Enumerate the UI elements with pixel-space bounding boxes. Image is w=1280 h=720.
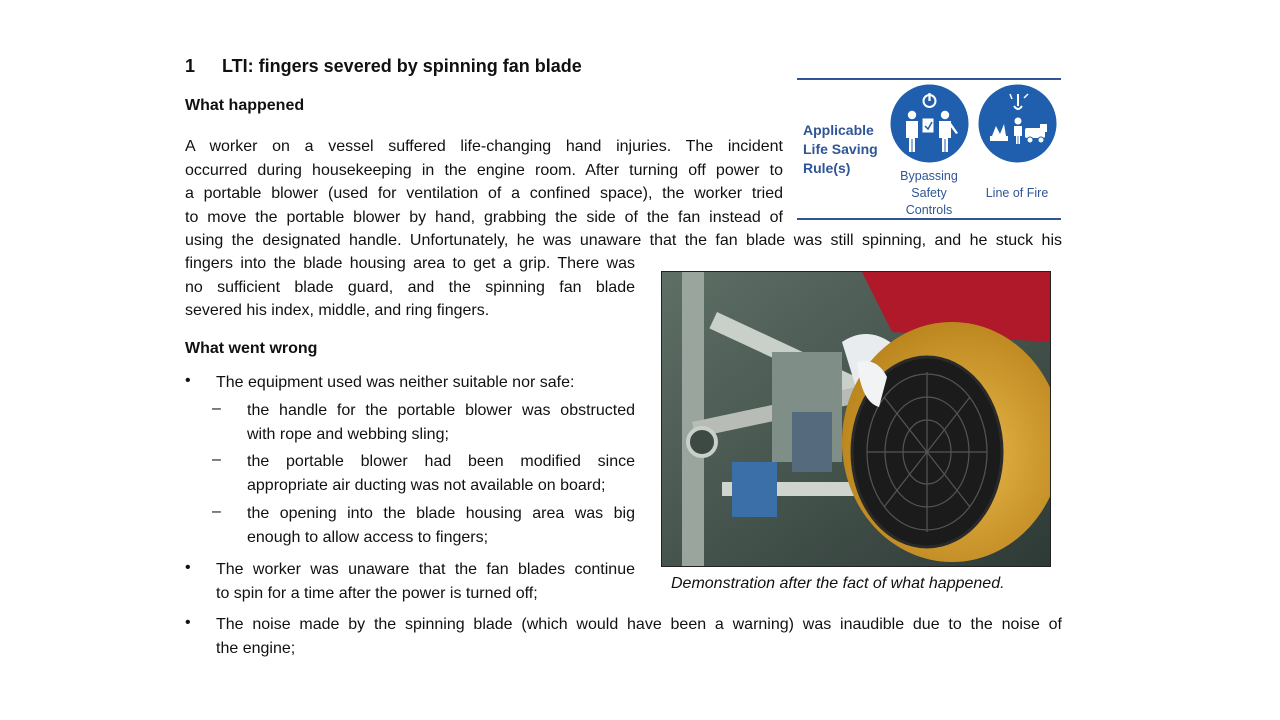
paragraph-line: a portable blower (used for ventilation of a confined space), the worker tried	[185, 185, 783, 202]
bullet-symbol: •	[185, 372, 191, 389]
bullet-item: The noise made by the spinning blade (which would have been a warning) was inaudible due to the noise of the engine;	[216, 616, 1062, 657]
line-of-fire-label: Line of Fire	[985, 186, 1049, 200]
section-number: 1	[185, 56, 196, 76]
photo-caption: Demonstration after the fact of what happened.	[671, 575, 1005, 592]
dash-symbol: –	[212, 503, 221, 520]
bypassing-safety-controls-icon	[890, 84, 969, 163]
section-title: LTI: fingers severed by spinning fan blade	[222, 56, 582, 76]
what-went-wrong-heading: What went wrong	[185, 340, 318, 357]
incident-photo	[661, 271, 1051, 567]
paragraph-line: no sufficient blade guard, and the spinning fan blade	[185, 278, 635, 296]
dash-symbol: –	[212, 451, 221, 468]
paragraph-line: fingers into the blade housing area to get a grip. There was	[185, 255, 635, 272]
lsr-top-rule	[797, 78, 1061, 80]
dash-symbol: –	[212, 400, 221, 417]
paragraph-line: using the designated handle. Unfortunately, he was unaware that the fan blade was still spinning, and he stuck his	[185, 232, 1062, 249]
lsr-title: Applicable Life Saving Rule(s)	[803, 122, 878, 176]
sub-item: the opening into the blade housing area was big enough to allow access to fingers;	[247, 505, 635, 546]
bullet-item: The worker was unaware that the fan blades continue to spin for a time after the power is turned off;	[216, 561, 635, 602]
bullet-symbol: •	[185, 614, 191, 631]
bullet-symbol: •	[185, 559, 191, 576]
paragraph-line: to move the portable blower by hand, grabbing the side of the fan instead of	[185, 208, 783, 226]
what-happened-paragraph-bottom	[185, 252, 635, 323]
paragraph-line: occurred during housekeeping in the engine room. After turning off power to	[185, 161, 783, 179]
sub-item: the portable blower had been modified since appropriate air ducting was not available on board;	[247, 453, 635, 494]
paragraph-line: severed his index, middle, and ring fingers.	[185, 302, 490, 319]
paragraph-line: A worker on a vessel suffered life-changing hand injuries. The incident	[185, 138, 783, 155]
bullet-item: The equipment used was neither suitable nor safe:	[216, 374, 575, 391]
bypassing-safety-controls-label: Bypassing Safety Controls	[900, 169, 958, 217]
what-happened-paragraph-full	[185, 229, 1062, 253]
what-happened-paragraph-top	[185, 135, 783, 229]
what-happened-heading: What happened	[185, 97, 305, 114]
line-of-fire-icon	[978, 84, 1057, 163]
sub-item: the handle for the portable blower was obstructed with rope and webbing sling;	[247, 402, 635, 443]
